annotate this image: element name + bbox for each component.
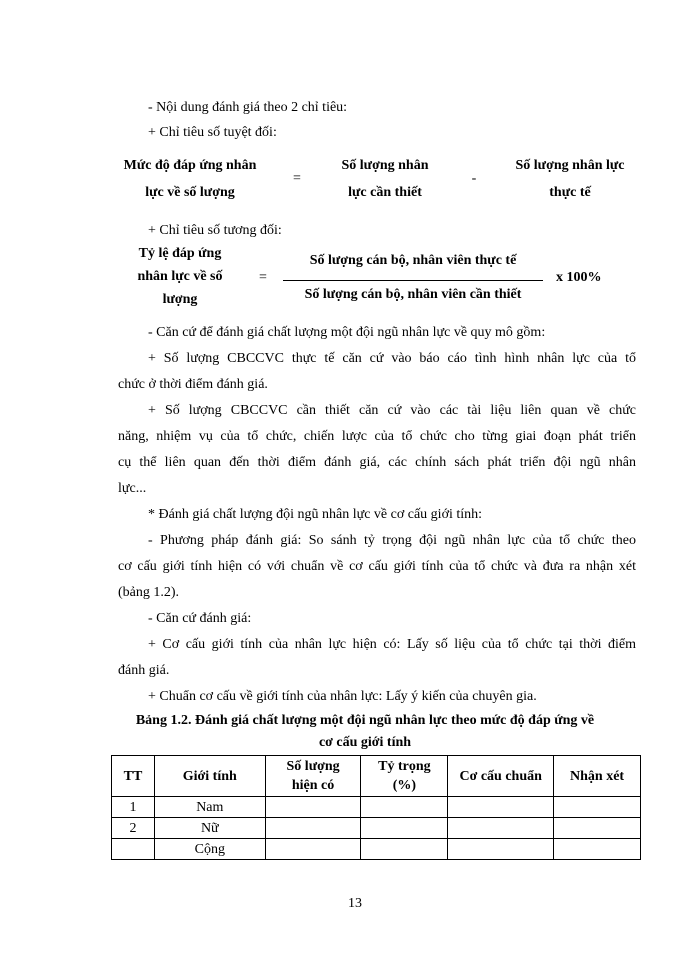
formula2-left-line2: nhân lực về số — [137, 269, 223, 284]
paragraph-criteria: - Căn cứ đánh giá: — [148, 611, 252, 626]
header-comment: Nhận xét — [554, 756, 641, 797]
cell-gender: Nữ — [154, 818, 265, 839]
paragraph-required-line1: + Số lượng CBCCVC cần thiết căn cứ vào các tài liệu liên quan về chức — [148, 403, 636, 418]
cell-comment — [554, 818, 641, 839]
paragraph-method-line3: (bảng 1.2). — [118, 585, 180, 600]
paragraph-standard: + Chuẩn cơ cấu về giới tính của nhân lực: Lấy ý kiến của chuyên gia. — [148, 689, 537, 704]
header-gender: Giới tính — [154, 756, 265, 797]
paragraph-gender-heading: * Đánh giá chất lượng đội ngũ nhân lực về cơ cấu giới tính: — [148, 507, 483, 522]
formula1-minus: - — [471, 171, 477, 186]
table-caption-line2: cơ cấu giới tính — [318, 735, 412, 750]
cell-count — [265, 797, 361, 818]
fraction-bar — [283, 280, 543, 281]
cell-tt — [112, 839, 155, 860]
paragraph-actual-line2: chức ở thời điểm đánh giá. — [118, 377, 268, 392]
paragraph-method-line1: - Phương pháp đánh giá: So sánh tỷ trọng đội ngũ nhân lực của tổ chức theo — [148, 533, 636, 548]
cell-comment — [554, 839, 641, 860]
formula2-denominator: Số lượng cán bộ, nhân viên cần thiết — [304, 287, 522, 302]
intro-line-1: - Nội dung đánh giá theo 2 chỉ tiêu: — [148, 100, 348, 115]
formula1-left-line1: Mức độ đáp ứng nhân — [123, 158, 257, 173]
paragraph-basis: - Căn cứ để đánh giá chất lượng một đội ngũ nhân lực về quy mô gồm: — [148, 325, 546, 340]
formula2-numerator: Số lượng cán bộ, nhân viên thực tế — [309, 253, 517, 268]
table-row — [112, 839, 641, 860]
formula2-left-line1: Tỷ lệ đáp ứng — [138, 246, 222, 261]
cell-standard — [448, 818, 554, 839]
gender-structure-table — [111, 755, 641, 860]
formula1-mid-line2: lực cần thiết — [348, 185, 422, 200]
page-number: 13 — [348, 896, 362, 911]
paragraph-required-line3: cụ thể liên quan đến thời điểm đánh giá, các chính sách phát triển đội ngũ nhân — [118, 455, 636, 470]
paragraph-required-line4: lực... — [118, 481, 147, 496]
table-row — [112, 818, 641, 839]
cell-ratio — [361, 839, 448, 860]
cell-tt: 1 — [112, 797, 155, 818]
paragraph-required-line2: năng, nhiệm vụ của tổ chức, chiến lược của tổ chức cho từng giai đoạn phát triển — [118, 429, 636, 444]
paragraph-current-line2: đánh giá. — [118, 663, 170, 678]
cell-gender: Cộng — [154, 839, 265, 860]
cell-ratio — [361, 818, 448, 839]
cell-count — [265, 839, 361, 860]
formula1-right-line1: Số lượng nhân lực — [515, 158, 625, 173]
intro-line-2: + Chỉ tiêu số tuyệt đối: — [148, 125, 277, 140]
formula1-right-line2: thực tế — [549, 185, 591, 200]
header-tt: TT — [112, 756, 155, 797]
cell-count — [265, 818, 361, 839]
paragraph-actual-line1: + Số lượng CBCCVC thực tế căn cứ vào báo cáo tình hình nhân lực của tổ — [148, 351, 636, 366]
formula1-left-line2: lực về số lượng — [145, 185, 235, 200]
formula1-mid-line1: Số lượng nhân — [341, 158, 429, 173]
header-count: Số lượng hiện có — [265, 756, 361, 797]
formula2-left-line3: lượng — [162, 292, 198, 307]
formula2-multiplier: x 100% — [556, 270, 602, 285]
cell-ratio — [361, 797, 448, 818]
table-caption-line1: Bảng 1.2. Đánh giá chất lượng một đội ngũ nhân lực theo mức độ đáp ứng về — [135, 713, 595, 728]
formula2-equals: = — [259, 270, 267, 285]
paragraph-method-line2: cơ cấu giới tính hiện có với chuẩn về cơ cấu giới tính của tổ chức và đưa ra nhận xét — [118, 559, 636, 574]
header-ratio: Tỷ trọng (%) — [361, 756, 448, 797]
cell-gender: Nam — [154, 797, 265, 818]
cell-tt: 2 — [112, 818, 155, 839]
cell-standard — [448, 797, 554, 818]
table-header-row — [112, 756, 641, 797]
relative-label: + Chỉ tiêu số tương đối: — [148, 223, 282, 238]
cell-comment — [554, 797, 641, 818]
cell-standard — [448, 839, 554, 860]
formula1-equals: = — [293, 171, 301, 186]
paragraph-current-line1: + Cơ cấu giới tính của nhân lực hiện có: Lấy số liệu của tổ chức tại thời điểm — [148, 637, 636, 652]
header-standard: Cơ cấu chuẩn — [448, 756, 554, 797]
table-row — [112, 797, 641, 818]
